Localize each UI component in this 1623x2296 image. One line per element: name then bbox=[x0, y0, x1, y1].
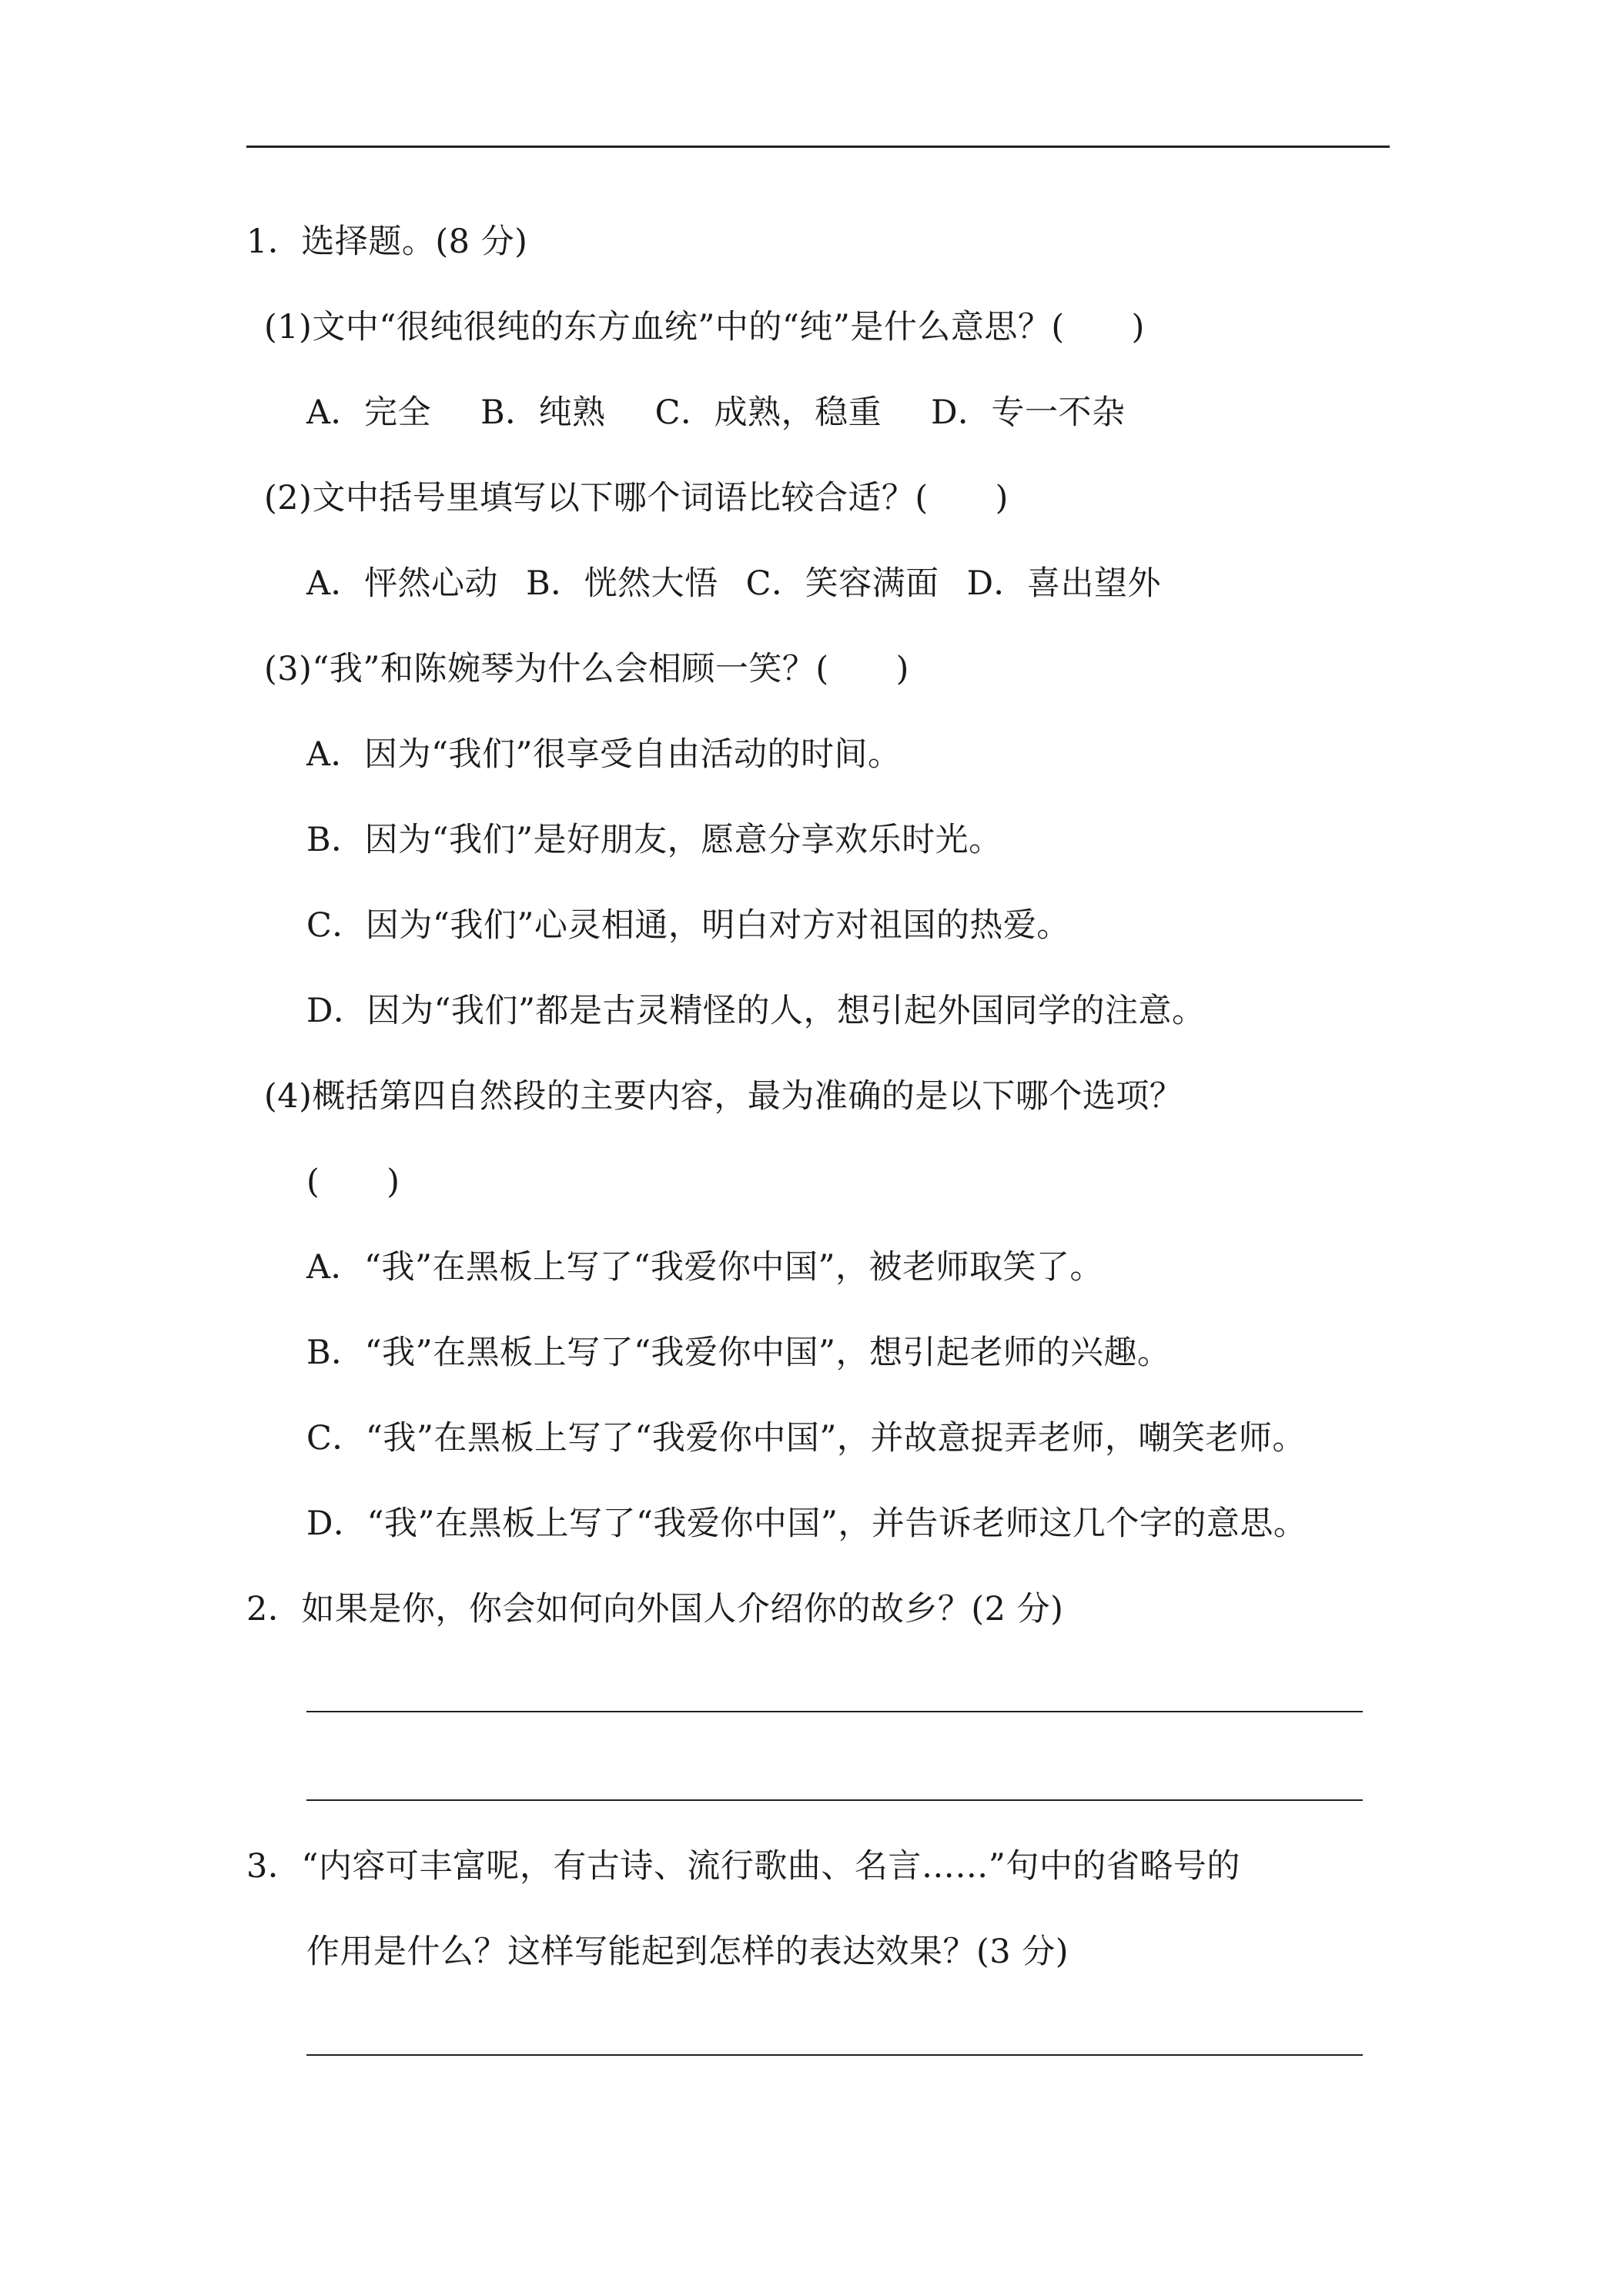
q1-sub3-option-a[interactable]: A．因为“我们”很享受自由活动的时间。 bbox=[306, 735, 902, 774]
q1-sub1-option-a[interactable]: A．完全 bbox=[306, 393, 432, 432]
q3-answer-line-1[interactable] bbox=[306, 2054, 1363, 2056]
q1-sub2-option-c[interactable]: C．笑容满面 bbox=[745, 564, 939, 603]
q1-sub4-option-a[interactable]: A．“我”在黑板上写了“我爱你中国”，被老师取笑了。 bbox=[306, 1248, 1103, 1287]
q1-sub4-question: (4)概括第四自然段的主要内容，最为准确的是以下哪个选项？ bbox=[264, 1077, 1183, 1116]
q2-answer-line-2[interactable] bbox=[306, 1799, 1363, 1801]
q1-sub3-option-d[interactable]: D．因为“我们”都是古灵精怪的人，想引起外国同学的注意。 bbox=[306, 992, 1206, 1030]
q1-title: 1．选择题。(8 分) bbox=[246, 223, 528, 261]
q1-sub4-option-c[interactable]: C．“我”在黑板上写了“我爱你中国”，并故意捉弄老师，嘲笑老师。 bbox=[306, 1419, 1306, 1458]
q1-sub1-question: (1)文中“很纯很纯的东方血统”中的“纯”是什么意思？( ) bbox=[264, 308, 1145, 346]
q1-sub4-option-b[interactable]: B．“我”在黑板上写了“我爱你中国”，想引起老师的兴趣。 bbox=[306, 1334, 1171, 1372]
q1-sub1-option-d[interactable]: D．专一不杂 bbox=[931, 393, 1126, 432]
q2-answer-line-1[interactable] bbox=[306, 1711, 1363, 1712]
q3-text-line-1: 3．“内容可丰富呢，有古诗、流行歌曲、名言……”句中的省略号的 bbox=[246, 1847, 1240, 1886]
header-rule bbox=[246, 146, 1390, 148]
q1-sub3-option-b[interactable]: B．因为“我们”是好朋友，愿意分享欢乐时光。 bbox=[306, 821, 1002, 859]
q1-sub2-options bbox=[306, 561, 1161, 607]
q1-sub2-option-a[interactable]: A．怦然心动 bbox=[306, 564, 499, 603]
q1-sub1-options bbox=[306, 390, 1126, 436]
q1-sub3-option-c[interactable]: C．因为“我们”心灵相通，明白对方对祖国的热爱。 bbox=[306, 906, 1070, 945]
q1-sub4-bracket: ( ) bbox=[306, 1163, 400, 1201]
q1-sub3-question: (3)“我”和陈婉琴为什么会相顾一笑？( ) bbox=[264, 650, 909, 688]
q1-sub1-option-b[interactable]: B．纯熟 bbox=[480, 393, 606, 432]
q1-sub4-option-d[interactable]: D．“我”在黑板上写了“我爱你中国”，并告诉老师这几个字的意思。 bbox=[306, 1504, 1307, 1543]
q1-sub2-option-b[interactable]: B．恍然大悟 bbox=[526, 564, 718, 603]
q2-title: 2．如果是你，你会如何向外国人介绍你的故乡？(2 分) bbox=[246, 1590, 1064, 1628]
q1-sub1-option-c[interactable]: C．成熟，稳重 bbox=[654, 393, 882, 432]
q3-text-line-2: 作用是什么？这样写能起到怎样的表达效果？(3 分) bbox=[306, 1933, 1069, 1971]
q1-sub2-option-d[interactable]: D．喜出望外 bbox=[966, 564, 1162, 603]
q1-sub2-question: (2)文中括号里填写以下哪个词语比较合适？( ) bbox=[264, 479, 1009, 517]
